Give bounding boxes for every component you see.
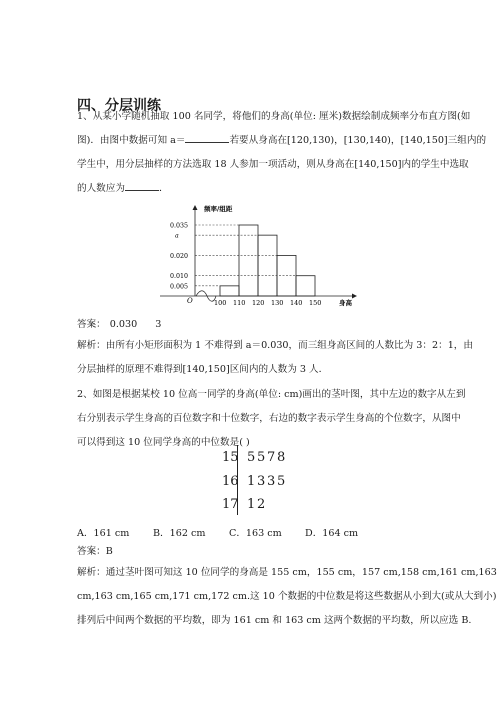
answer-blank-a — [185, 132, 229, 143]
y-tick-label: 0.035 — [170, 222, 189, 230]
stem-row — [215, 474, 315, 496]
answer-1: 答案： 0.030 3 — [77, 319, 162, 330]
stem-row — [215, 450, 315, 472]
choice-b: B．162 cm — [153, 528, 206, 539]
section-title: 四、分层训练 — [77, 98, 161, 114]
analysis1-line-1: 解析：由所有小矩形面积为 1 不难得到 a＝0.030，而三组身高区间的人数比为 3：2：1，由 — [77, 340, 473, 351]
stem-value: 17 — [222, 497, 239, 512]
choice-c: C．163 cm — [229, 528, 282, 539]
x-tick-label: 150 — [309, 299, 322, 307]
x-axis-arrow — [352, 294, 357, 299]
x-tick-label: 120 — [252, 299, 265, 307]
y-axis-arrow — [193, 205, 198, 210]
y-tick-label: 0.020 — [170, 252, 189, 260]
leaf: 5 — [257, 450, 266, 465]
x-axis-label: 身高 — [339, 299, 352, 307]
x-tick-label: 130 — [271, 299, 284, 307]
x-tick-label: 140 — [290, 299, 303, 307]
histogram-bar — [258, 235, 277, 296]
leaf: 1 — [247, 497, 256, 512]
x-tick-label: 110 — [233, 299, 246, 307]
leaf: 1 — [247, 474, 256, 489]
choice-a: A．161 cm — [77, 528, 130, 539]
analysis2-line-2: cm,163 cm,165 cm,171 cm,172 cm.这 10 个数据的中位数是将这些数据从小到大(或从大到小) — [77, 591, 497, 602]
leaf: 5 — [247, 450, 256, 465]
histogram-bars — [220, 225, 315, 296]
analysis1-line-2: 分层抽样的原理不难得到[140,150]区间内的人数为 3 人． — [77, 364, 329, 375]
q2-line-3: 可以得到这 10 位同学身高的中位数是( ) — [77, 437, 250, 448]
analysis-2 — [77, 561, 497, 633]
x-tick-label: 100 — [214, 299, 227, 307]
analysis2-line-1: 解析：通过茎叶图可知这 10 位同学的身高是 155 cm，155 cm，157 cm,158 cm,161 cm,163 — [77, 567, 497, 578]
stem-value: 16 — [222, 474, 239, 489]
leaf: 3 — [267, 474, 276, 489]
answer-blank-count — [125, 180, 159, 191]
histogram-bar — [220, 286, 239, 296]
q2-line-2: 右分别表示学生身高的百位数字和十位数字，右边的数字表示学生身高的个位数字，从图中 — [77, 413, 461, 424]
leaf: 8 — [277, 450, 286, 465]
y-axis-label: 频率/组距 — [204, 205, 233, 213]
histogram-bar — [296, 276, 315, 296]
leaf: 7 — [267, 450, 276, 465]
y-tick-label: a — [175, 232, 179, 240]
answer-2: 答案：B — [77, 546, 113, 557]
leaf: 3 — [257, 474, 266, 489]
q1-line-3: 学生中，用分层抽样的方法选取 18 人参加一项活动，则从身高在[140,150]内的学生中选取 — [77, 159, 469, 170]
stem-value: 15 — [222, 450, 239, 465]
x-tick-labels — [214, 299, 321, 307]
histogram-bar — [239, 225, 258, 296]
leaf: 2 — [257, 497, 266, 512]
frequency-histogram — [160, 205, 360, 310]
leaf: 5 — [277, 474, 286, 489]
analysis-1 — [77, 334, 473, 382]
y-tick-labels — [170, 223, 188, 291]
question-2 — [77, 383, 466, 455]
y-tick-label: 0.005 — [170, 283, 189, 291]
q1-line-4: 的人数应为 ． — [77, 177, 427, 201]
origin-label: O — [187, 297, 193, 305]
analysis2-line-3: 排列后中间两个数据的平均数，即为 161 cm 和 163 cm 这两个数据的平均数，所以应选 B. — [77, 615, 472, 626]
q2-line-1: 2、如图是根据某校 10 位高一同学的身高(单位: cm)画出的茎叶图，其中左边的数字从左到 — [77, 389, 466, 400]
choice-d: D．164 cm — [305, 528, 359, 539]
q1-line-1: 1、从某小学随机抽取 100 名同学，将他们的身高(单位: 厘米)数据绘制成频率分布直方图(如 — [77, 111, 471, 122]
stem-row — [215, 497, 315, 519]
q1-line-2: 图)．由图中数据可知 a＝ 若要从身高在[120,130)，[130,140)，[140,150]三组内的 — [77, 129, 427, 153]
question-1 — [77, 105, 487, 201]
y-tick-label: 0.010 — [170, 273, 189, 281]
